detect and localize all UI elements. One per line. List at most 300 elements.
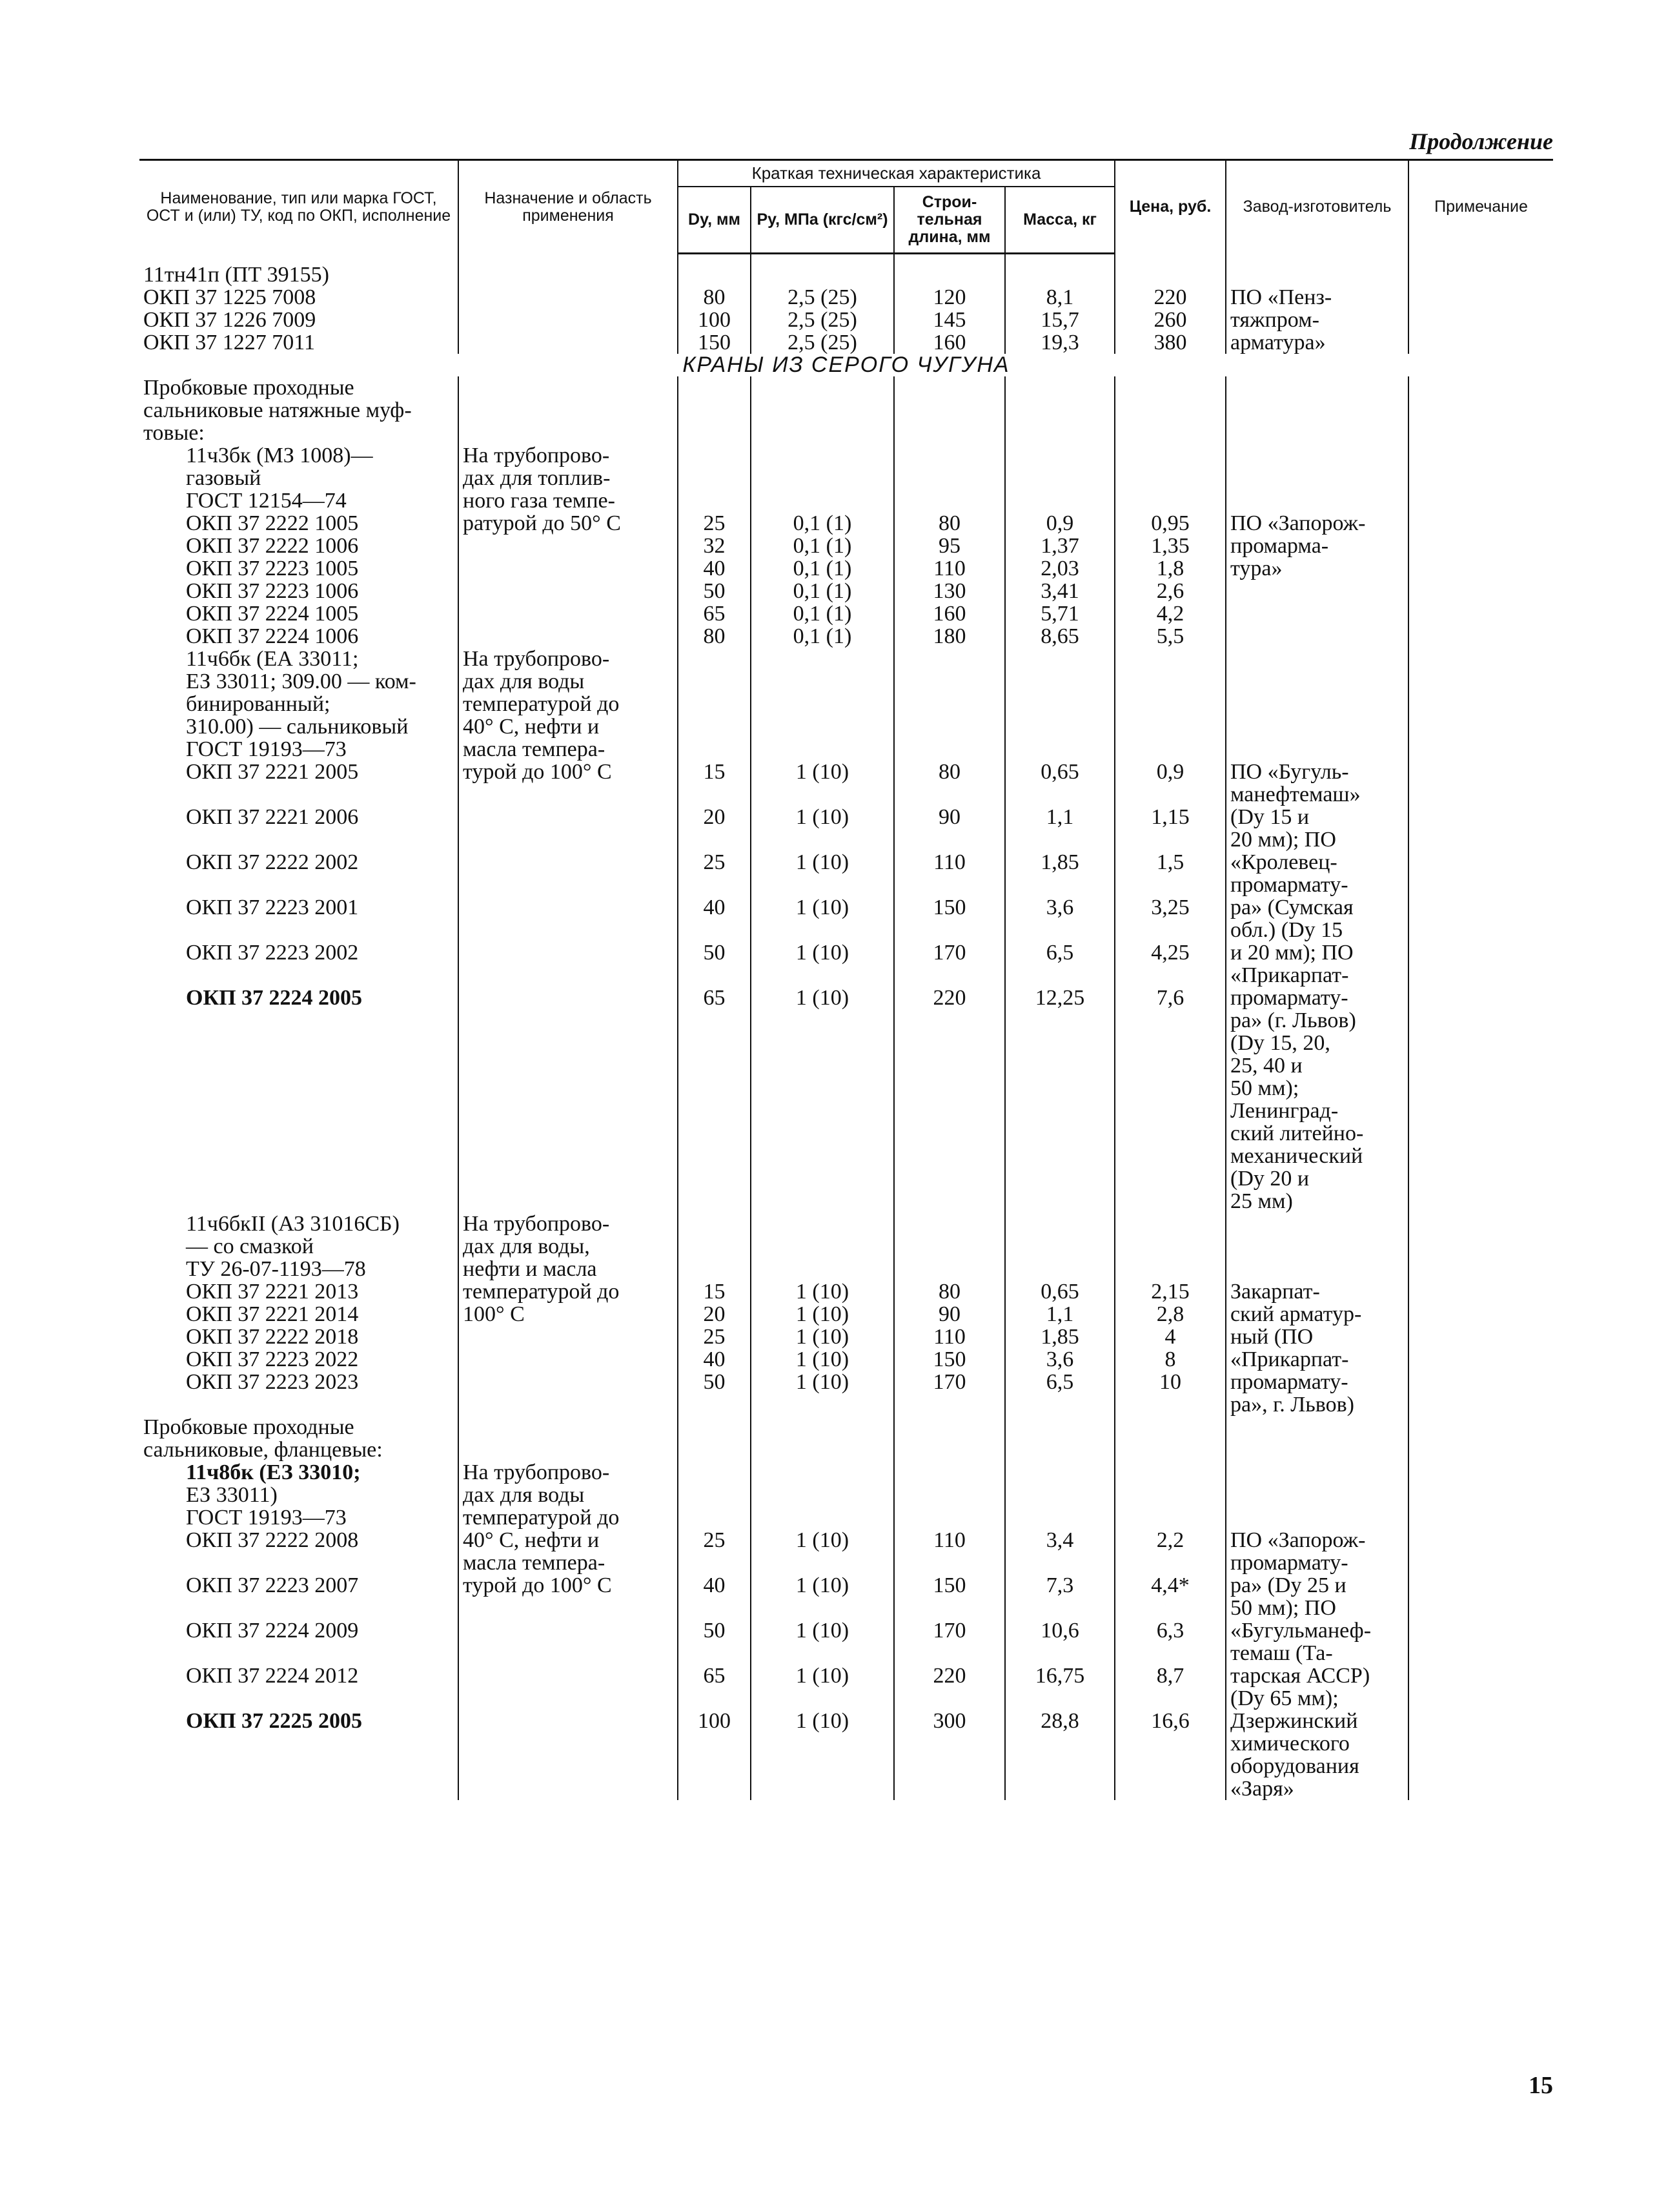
mass-value: 6,5 (1005, 941, 1115, 964)
okp-code: ОКП 37 1226 7009 (143, 308, 316, 332)
length-value: 110 (894, 557, 1005, 580)
py-value: 1 (10) (751, 941, 894, 964)
mass-value: 0,9 (1005, 512, 1115, 535)
price-value: 260 (1115, 309, 1226, 331)
table-row (139, 1393, 1553, 1416)
purpose-text: ного газа темпе- (458, 489, 678, 512)
col-header-name: Наименование, тип или марка ГОСТ, ОСТ и (или) ТУ, код по ОКП, исполнение (139, 160, 458, 254)
length-value: 150 (894, 896, 1005, 919)
table-row (139, 1077, 1553, 1100)
okp-code: ОКП 37 2223 2007 (186, 1573, 359, 1597)
mass-value: 7,3 (1005, 1574, 1115, 1597)
purpose-text: 40° С, нефти и (458, 715, 678, 738)
maker-text: ПО «Бугуль- (1226, 761, 1408, 783)
okp-code: ОКП 37 2224 1006 (186, 624, 359, 648)
okp-code: ОКП 37 2223 2023 (186, 1370, 359, 1394)
mass-value: 0,65 (1005, 761, 1115, 783)
py-value: 1 (10) (751, 1280, 894, 1303)
purpose-text: 100° С (458, 1303, 678, 1326)
maker-text: «Заря» (1226, 1777, 1408, 1800)
maker-text: ПО «Запорож- (1226, 1529, 1408, 1551)
table-row (139, 896, 1553, 919)
table-row (139, 286, 1553, 309)
table-row (139, 1258, 1553, 1280)
price-value: 7,6 (1115, 987, 1226, 1009)
table-row (139, 1551, 1553, 1574)
price-value: 4,4* (1115, 1574, 1226, 1597)
table-row (139, 1303, 1553, 1326)
product-name: ЕЗ 33011) (186, 1483, 278, 1507)
purpose-text: температурой до (458, 1280, 678, 1303)
dy-value: 80 (678, 286, 751, 309)
maker-text: Закарпат- (1226, 1280, 1408, 1303)
purpose-text: дах для воды, (458, 1235, 678, 1258)
py-value: 0,1 (1) (751, 625, 894, 648)
mass-value: 6,5 (1005, 1371, 1115, 1393)
length-value: 110 (894, 1529, 1005, 1551)
mass-value: 16,75 (1005, 1664, 1115, 1687)
py-value: 0,1 (1) (751, 602, 894, 625)
length-value: 170 (894, 1371, 1005, 1393)
mass-value: 19,3 (1005, 331, 1115, 354)
table-row (139, 399, 1553, 422)
table-row (139, 557, 1553, 580)
mass-value: 10,6 (1005, 1619, 1115, 1642)
maker-text: ПО «Пенз- (1226, 286, 1408, 309)
table-row (139, 1642, 1553, 1664)
length-value: 80 (894, 512, 1005, 535)
length-value: 170 (894, 941, 1005, 964)
py-value: 2,5 (25) (751, 331, 894, 354)
table-row (139, 1100, 1553, 1122)
price-value: 220 (1115, 286, 1226, 309)
table-row (139, 1619, 1553, 1642)
py-value: 1 (10) (751, 851, 894, 874)
table-row (139, 1032, 1553, 1054)
maker-text: химического (1226, 1732, 1408, 1755)
length-value: 220 (894, 987, 1005, 1009)
dy-value: 150 (678, 331, 751, 354)
dy-value: 40 (678, 557, 751, 580)
col-header-dy: Dу, мм (678, 187, 751, 254)
okp-code: ОКП 37 2223 2001 (186, 896, 359, 919)
maker-text: промарма- (1226, 535, 1408, 557)
py-value: 0,1 (1) (751, 557, 894, 580)
purpose-text: На трубопрово- (458, 1461, 678, 1484)
table-row (139, 1145, 1553, 1167)
maker-text: промармату- (1226, 874, 1408, 896)
dy-value: 50 (678, 1619, 751, 1642)
dy-value: 65 (678, 602, 751, 625)
py-value: 0,1 (1) (751, 512, 894, 535)
mass-value: 3,4 (1005, 1529, 1115, 1551)
purpose-text: дах для воды (458, 1484, 678, 1506)
mass-value: 1,1 (1005, 1303, 1115, 1326)
table-row (139, 1597, 1553, 1619)
purpose-text: ратурой до 50° С (458, 512, 678, 535)
table-row (139, 1710, 1553, 1732)
purpose-text: температурой до (458, 1506, 678, 1529)
table-row (139, 1122, 1553, 1145)
dy-value: 25 (678, 512, 751, 535)
dy-value: 20 (678, 806, 751, 828)
product-name: 11ч8бк (ЕЗ 33010; (186, 1460, 361, 1484)
table-row (139, 1755, 1553, 1777)
dy-value: 80 (678, 625, 751, 648)
price-value: 8,7 (1115, 1664, 1226, 1687)
okp-code: ОКП 37 2222 1005 (186, 511, 359, 535)
standard-code: ГОСТ 12154—74 (186, 489, 347, 513)
okp-code: ОКП 37 2221 2013 (186, 1280, 359, 1304)
dy-value: 25 (678, 1529, 751, 1551)
price-value: 1,8 (1115, 557, 1226, 580)
table-row (139, 806, 1553, 828)
length-value: 80 (894, 761, 1005, 783)
col-header-py: Pу, МПа (кгс/см²) (751, 187, 894, 254)
dy-value: 65 (678, 987, 751, 1009)
okp-code: ОКП 37 1227 7011 (143, 331, 316, 354)
price-value: 6,3 (1115, 1619, 1226, 1642)
okp-code: ОКП 37 2223 1005 (186, 557, 359, 580)
group-title: Пробковые проходные (143, 1415, 354, 1439)
maker-text: тарская АССР) (1226, 1664, 1408, 1687)
price-value: 2,8 (1115, 1303, 1226, 1326)
maker-text: промармату- (1226, 987, 1408, 1009)
price-value: 3,25 (1115, 896, 1226, 919)
mass-value: 12,25 (1005, 987, 1115, 1009)
dy-value: 40 (678, 1574, 751, 1597)
table-row (139, 1054, 1553, 1077)
maker-text: 25 мм) (1226, 1190, 1408, 1213)
length-value: 80 (894, 1280, 1005, 1303)
price-value: 0,9 (1115, 761, 1226, 783)
table-row (139, 535, 1553, 557)
maker-text: тяжпром- (1226, 309, 1408, 331)
table-row (139, 1439, 1553, 1461)
table-row (139, 1213, 1553, 1235)
length-value: 220 (894, 1664, 1005, 1687)
py-value: 1 (10) (751, 1303, 894, 1326)
purpose-text: На трубопрово- (458, 1213, 678, 1235)
length-value: 180 (894, 625, 1005, 648)
table-row (139, 964, 1553, 987)
okp-code: ОКП 37 2222 2018 (186, 1325, 359, 1349)
length-value: 110 (894, 851, 1005, 874)
mass-value: 15,7 (1005, 309, 1115, 331)
py-value: 0,1 (1) (751, 580, 894, 602)
py-value: 1 (10) (751, 1664, 894, 1687)
okp-code: ОКП 37 2225 2005 (186, 1709, 363, 1733)
table-row (139, 1167, 1553, 1190)
py-value: 1 (10) (751, 1619, 894, 1642)
table-row (139, 874, 1553, 896)
okp-code: ОКП 37 2222 1006 (186, 534, 359, 558)
table-row (139, 467, 1553, 489)
mass-value: 8,65 (1005, 625, 1115, 648)
table-row (139, 783, 1553, 806)
maker-text: ский арматур- (1226, 1303, 1408, 1326)
group-title: сальниковые натяжные муф- (143, 398, 412, 422)
okp-code: ОКП 37 2223 2022 (186, 1347, 359, 1371)
py-value: 1 (10) (751, 896, 894, 919)
maker-text: 50 мм); ПО (1226, 1597, 1408, 1619)
py-value: 1 (10) (751, 806, 894, 828)
py-value: 1 (10) (751, 987, 894, 1009)
length-value: 95 (894, 535, 1005, 557)
standard-code: ГОСТ 19193—73 (186, 737, 347, 761)
purpose-text: турой до 100° С (458, 761, 678, 783)
mass-value: 3,41 (1005, 580, 1115, 602)
table-row (139, 1280, 1553, 1303)
mass-value: 1,85 (1005, 851, 1115, 874)
py-value: 1 (10) (751, 1371, 894, 1393)
table-row (139, 1416, 1553, 1439)
maker-text: промармату- (1226, 1371, 1408, 1393)
table-row (139, 1506, 1553, 1529)
price-value: 4,25 (1115, 941, 1226, 964)
length-value: 160 (894, 331, 1005, 354)
price-value: 380 (1115, 331, 1226, 354)
length-value: 300 (894, 1710, 1005, 1732)
maker-text: ный (ПО (1226, 1326, 1408, 1348)
mass-value: 3,6 (1005, 1348, 1115, 1371)
py-value: 2,5 (25) (751, 309, 894, 331)
mass-value: 3,6 (1005, 896, 1115, 919)
price-value: 4 (1115, 1326, 1226, 1348)
table-row (139, 309, 1553, 331)
table-row (139, 263, 1553, 286)
maker-text: ПО «Запорож- (1226, 512, 1408, 535)
mass-value: 1,1 (1005, 806, 1115, 828)
maker-text: ский литейно- (1226, 1122, 1408, 1145)
length-value: 150 (894, 1574, 1005, 1597)
py-value: 1 (10) (751, 1529, 894, 1551)
maker-text: оборудования (1226, 1755, 1408, 1777)
price-value: 16,6 (1115, 1710, 1226, 1732)
maker-text: обл.) (Dу 15 (1226, 919, 1408, 941)
length-value: 130 (894, 580, 1005, 602)
table-row (139, 1348, 1553, 1371)
standard-code: ГОСТ 19193—73 (186, 1506, 347, 1530)
length-value: 150 (894, 1348, 1005, 1371)
okp-code: ОКП 37 2224 2009 (186, 1619, 359, 1643)
table-row (139, 919, 1553, 941)
maker-text: промармату- (1226, 1551, 1408, 1574)
okp-code: ОКП 37 2221 2014 (186, 1302, 359, 1326)
length-value: 120 (894, 286, 1005, 309)
table-row (139, 715, 1553, 738)
table-row (139, 738, 1553, 761)
price-value: 10 (1115, 1371, 1226, 1393)
maker-text: (Dу 65 мм); (1226, 1687, 1408, 1710)
dy-value: 50 (678, 941, 751, 964)
maker-text: (Dу 15, 20, (1226, 1032, 1408, 1054)
maker-text: (Dу 15 и (1226, 806, 1408, 828)
okp-code: ОКП 37 2223 1006 (186, 579, 359, 603)
group-title: товые: (143, 421, 205, 445)
price-value: 5,5 (1115, 625, 1226, 648)
continuation-label: Продолжение (1409, 128, 1553, 154)
product-name: 11ч6бкII (АЗ 31016СБ) (186, 1212, 400, 1236)
maker-text: манефтемаш» (1226, 783, 1408, 806)
price-value: 2,6 (1115, 580, 1226, 602)
col-header-tech-group: Краткая техническая характеристика (678, 160, 1115, 187)
okp-code: ОКП 37 2223 2002 (186, 941, 359, 965)
py-value: 1 (10) (751, 1348, 894, 1371)
okp-code: ОКП 37 1225 7008 (143, 285, 316, 309)
length-value: 90 (894, 1303, 1005, 1326)
purpose-text: нефти и масла (458, 1258, 678, 1280)
py-value: 1 (10) (751, 1710, 894, 1732)
col-header-mass: Масса, кг (1005, 187, 1115, 254)
table-row (139, 851, 1553, 874)
table-row (139, 1190, 1553, 1213)
purpose-text: 40° С, нефти и (458, 1529, 678, 1551)
table-row (139, 489, 1553, 512)
maker-text: тура» (1226, 557, 1408, 580)
table-row (139, 1235, 1553, 1258)
maker-text: ра» (Сумская (1226, 896, 1408, 919)
maker-text: Ленинград- (1226, 1100, 1408, 1122)
table-row (139, 648, 1553, 670)
maker-text: «Бугульманеф- (1226, 1619, 1408, 1642)
dy-value: 15 (678, 761, 751, 783)
dy-value: 32 (678, 535, 751, 557)
table-row (139, 1009, 1553, 1032)
mass-value: 1,85 (1005, 1326, 1115, 1348)
mass-value: 1,37 (1005, 535, 1115, 557)
table-row (139, 761, 1553, 783)
py-value: 0,1 (1) (751, 535, 894, 557)
py-value: 1 (10) (751, 1326, 894, 1348)
price-value: 1,5 (1115, 851, 1226, 874)
table-row (139, 1529, 1553, 1551)
dy-value: 100 (678, 1710, 751, 1732)
mass-value: 28,8 (1005, 1710, 1115, 1732)
table-row (139, 987, 1553, 1009)
group-title: Пробковые проходные (143, 376, 354, 400)
maker-text: ра» (Dу 25 и (1226, 1574, 1408, 1597)
table-row (139, 625, 1553, 648)
okp-code: ОКП 37 2222 2008 (186, 1528, 359, 1552)
maker-text: и 20 мм); ПО (1226, 941, 1408, 964)
table-row (139, 1777, 1553, 1800)
purpose-text: температурой до (458, 693, 678, 715)
okp-code: ОКП 37 2222 2002 (186, 850, 359, 874)
product-name: — со смазкой (186, 1234, 314, 1258)
dy-value: 25 (678, 851, 751, 874)
okp-code: ОКП 37 2221 2005 (186, 760, 359, 784)
col-header-purpose: Назначение и область применения (458, 160, 678, 254)
price-value: 1,35 (1115, 535, 1226, 557)
table-row (139, 1326, 1553, 1348)
table-row (139, 1461, 1553, 1484)
py-value: 1 (10) (751, 1574, 894, 1597)
mass-value: 8,1 (1005, 286, 1115, 309)
dy-value: 20 (678, 1303, 751, 1326)
dy-value: 50 (678, 1371, 751, 1393)
table-row (139, 444, 1553, 467)
length-value: 170 (894, 1619, 1005, 1642)
purpose-text: масла темпера- (458, 1551, 678, 1574)
col-header-maker: Завод-изготовитель (1226, 160, 1408, 254)
price-value: 8 (1115, 1348, 1226, 1371)
maker-text: ра» (г. Львов) (1226, 1009, 1408, 1032)
table-row (139, 512, 1553, 535)
table-row (139, 376, 1553, 399)
price-value: 2,2 (1115, 1529, 1226, 1551)
product-name: 310.00) — сальниковый (186, 715, 409, 739)
dy-value: 40 (678, 1348, 751, 1371)
maker-text: механический (1226, 1145, 1408, 1167)
length-value: 90 (894, 806, 1005, 828)
purpose-text: дах для воды (458, 670, 678, 693)
purpose-text: На трубопрово- (458, 444, 678, 467)
price-value: 2,15 (1115, 1280, 1226, 1303)
maker-text: 20 мм); ПО (1226, 828, 1408, 851)
py-value: 1 (10) (751, 761, 894, 783)
table-row (139, 1732, 1553, 1755)
maker-text: темаш (Та- (1226, 1642, 1408, 1664)
table-row (139, 331, 1553, 354)
mass-value: 0,65 (1005, 1280, 1115, 1303)
maker-text: «Прикарпат- (1226, 1348, 1408, 1371)
purpose-text: масла темпера- (458, 738, 678, 761)
price-value: 1,15 (1115, 806, 1226, 828)
product-name: газовый (186, 466, 261, 490)
section-title: КРАНЫ ИЗ СЕРОГО ЧУГУНА (682, 353, 1010, 377)
dy-value: 25 (678, 1326, 751, 1348)
okp-code: ОКП 37 2224 2012 (186, 1664, 359, 1688)
page-number: 15 (1529, 2072, 1553, 2099)
table-row (139, 828, 1553, 851)
okp-code: ОКП 37 2224 1005 (186, 602, 359, 626)
standard-code: ТУ 26-07-1193—78 (186, 1257, 366, 1281)
okp-code: ОКП 37 2224 2005 (186, 986, 363, 1010)
dy-value: 40 (678, 896, 751, 919)
purpose-text: турой до 100° С (458, 1574, 678, 1597)
price-value: 4,2 (1115, 602, 1226, 625)
product-name: бинированный; (186, 692, 330, 716)
purpose-text: дах для топлив- (458, 467, 678, 489)
table-row (139, 1371, 1553, 1393)
table-row (139, 580, 1553, 602)
table-row (139, 422, 1553, 444)
table-row (139, 693, 1553, 715)
dy-value: 100 (678, 309, 751, 331)
product-name: 11тн41п (ПТ 39155) (143, 263, 329, 287)
purpose-text: На трубопрово- (458, 648, 678, 670)
table-row (139, 941, 1553, 964)
maker-text: «Прикарпат- (1226, 964, 1408, 987)
product-name: 11ч6бк (ЕА 33011; (186, 647, 359, 671)
table-row (139, 1687, 1553, 1710)
maker-text: (Dу 20 и (1226, 1167, 1408, 1190)
maker-text: 50 мм); (1226, 1077, 1408, 1100)
maker-text: ра», г. Львов) (1226, 1393, 1408, 1416)
dy-value: 15 (678, 1280, 751, 1303)
maker-text: «Кролевец- (1226, 851, 1408, 874)
length-value: 160 (894, 602, 1005, 625)
table-header (139, 160, 1553, 254)
mass-value: 2,03 (1005, 557, 1115, 580)
dy-value: 65 (678, 1664, 751, 1687)
product-name: 11ч3бк (МЗ 1008)— (186, 444, 373, 467)
maker-text: арматура» (1226, 331, 1408, 354)
table-row (139, 602, 1553, 625)
dy-value: 50 (678, 580, 751, 602)
table-row (139, 670, 1553, 693)
